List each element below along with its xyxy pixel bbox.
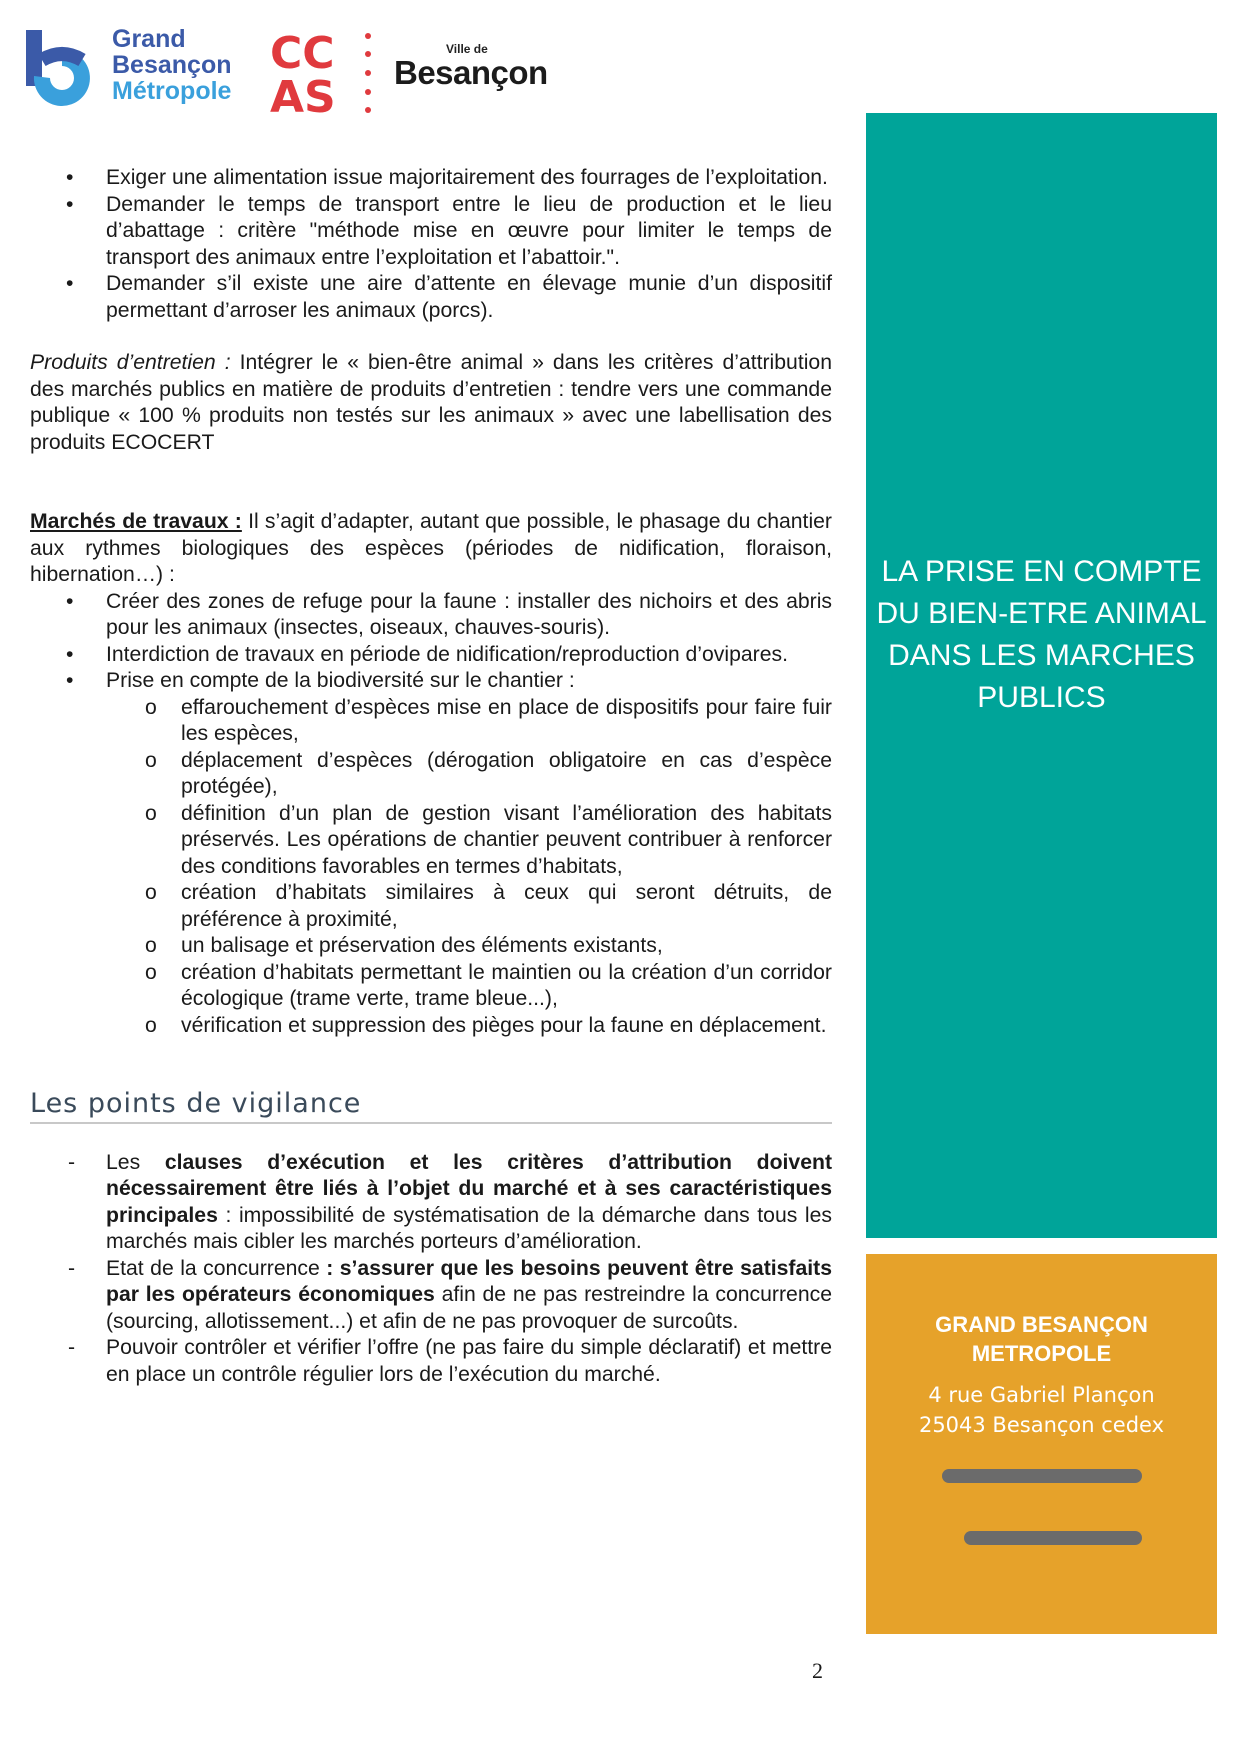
- sub-list-item: o vérification et suppression des pièges pour la faune en déplacement.: [145, 1013, 827, 1037]
- produits-label: Produits d’entretien :: [30, 351, 231, 374]
- list-item: • Prise en compte de la biodiversité sur le chantier :: [66, 669, 575, 692]
- sidebar-contact-panel: [866, 1254, 1217, 1634]
- grand-besancon-b-logo-icon: [26, 30, 98, 112]
- redacted-email: [942, 1469, 1142, 1483]
- address-line2: 25043 Besançon cedex: [918, 1413, 1165, 1437]
- contact-name-line2: METROPOLE: [971, 1341, 1112, 1366]
- gbm-line3: Métropole: [112, 77, 232, 105]
- ccas-logo-icon: [270, 28, 350, 114]
- gbm-line2: Besançon: [112, 51, 232, 79]
- ville-small-text: Ville de: [446, 42, 488, 56]
- sub-list-item: o un balisage et préservation des éléments existants,: [145, 934, 663, 957]
- top-bullet-list: [30, 165, 832, 324]
- list-item: - Les clauses d’exécution et les critères d’attribution doivent nécessairement être liés à l’objet du marché et à ses caractéristiques principales : impossibilité de systématisation de la démarche dans tous les marchés mais cibler les marchés porteurs d’amélioration.: [68, 1150, 832, 1253]
- svg-text:CC: CC: [270, 28, 335, 79]
- list-item: - Pouvoir contrôler et vérifier l’offre (ne pas faire du simple déclaratif) et mettre en place un contrôle régulier lors de l’exécution du marché.: [68, 1336, 832, 1386]
- sidebar-title: LA PRISE EN COMPTE DU BIEN-ETRE ANIMAL DANS LES MARCHES PUBLICS: [876, 555, 1207, 714]
- contact-name-line1: GRAND BESANÇON: [935, 1312, 1148, 1337]
- list-item: • Créer des zones de refuge pour la faune : installer des nichoirs et des abris pour les animaux (insectes, oiseaux, chauves-souris).: [66, 589, 832, 639]
- travaux-label: Marchés de travaux :: [30, 510, 242, 533]
- redacted-phone: [964, 1531, 1142, 1545]
- sub-list-item: o création d’habitats similaires à ceux qui seront détruits, de préférence à proximité,: [145, 881, 832, 931]
- separator-dots-icon: [364, 32, 372, 114]
- list-item: • Demander le temps de transport entre le lieu de production et le lieu d’abattage : critère "méthode mise en œuvre pour limiter le temps de transport des animaux entre l’exploitation et l’abattoir.".: [66, 192, 832, 269]
- produits-paragraph: Produits d’entretien : Intégrer le « bien-être animal » dans les critères d’attribution des marchés publics en matière de produits d’entretien : tendre vers une commande publique « 100 % produits non testés sur les animaux » avec une labellisation des produits ECOCERT: [30, 351, 832, 454]
- ville-big-text: Besançon: [394, 54, 548, 91]
- list-item: • Interdiction de travaux en période de nidification/reproduction d’ovipares.: [66, 642, 788, 666]
- address-line1: 4 rue Gabriel Plançon: [928, 1383, 1155, 1407]
- gbm-line1: Grand: [112, 25, 186, 53]
- sidebar-title-panel: [866, 113, 1217, 1238]
- travaux-paragraph: Marchés de travaux : Il s’agit d’adapter, autant que possible, le phasage du chantier aux rythmes biologiques des espèces (périodes de nidification, floraison, hibernation…) :: [30, 510, 832, 586]
- list-item: • Demander s’il existe une aire d’attente en élevage munie d’un dispositif permettant d’arroser les animaux (porcs).: [66, 272, 832, 322]
- main-content: [30, 165, 832, 1388]
- section-heading-vigilance: Les points de vigilance: [30, 1091, 832, 1124]
- contact-address: [866, 1380, 1217, 1440]
- sub-list-item: o définition d’un plan de gestion visant l’amélioration des habitats préservés. Les opérations de chantier peuvent contribuer à renforcer des conditions favorables en termes d’habitats,: [145, 801, 832, 878]
- sub-list-item: o création d’habitats permettant le maintien ou la création d’un corridor écologique (trame verte, trame bleue...),: [145, 960, 832, 1010]
- svg-text:AS: AS: [270, 72, 336, 114]
- header-logos: [26, 26, 586, 116]
- contact-name: [866, 1310, 1217, 1368]
- list-item: • Exiger une alimentation issue majoritairement des fourrages de l’exploitation.: [66, 166, 828, 189]
- vigilance-list: [30, 1150, 832, 1389]
- sub-list-item: o déplacement d’espèces (dérogation obligatoire en cas d’espèce protégée),: [145, 748, 832, 798]
- sub-list-item: o effarouchement d’espèces mise en place de dispositifs pour faire fuir les espèces,: [145, 695, 832, 745]
- travaux-bullet-list: [30, 589, 832, 695]
- list-item: - Etat de la concurrence : s’assurer que les besoins peuvent être satisfaits par les opérateurs économiques afin de ne pas restreindre la concurrence (sourcing, allotissement...) et afin de ne pas provoquer de surcoûts.: [68, 1256, 832, 1333]
- grand-besancon-metropole-wordmark: [112, 26, 231, 104]
- biodiversity-sub-list: [30, 695, 832, 1040]
- page-number: 2: [812, 1658, 823, 1683]
- ville-de-besancon-logo: [394, 42, 548, 90]
